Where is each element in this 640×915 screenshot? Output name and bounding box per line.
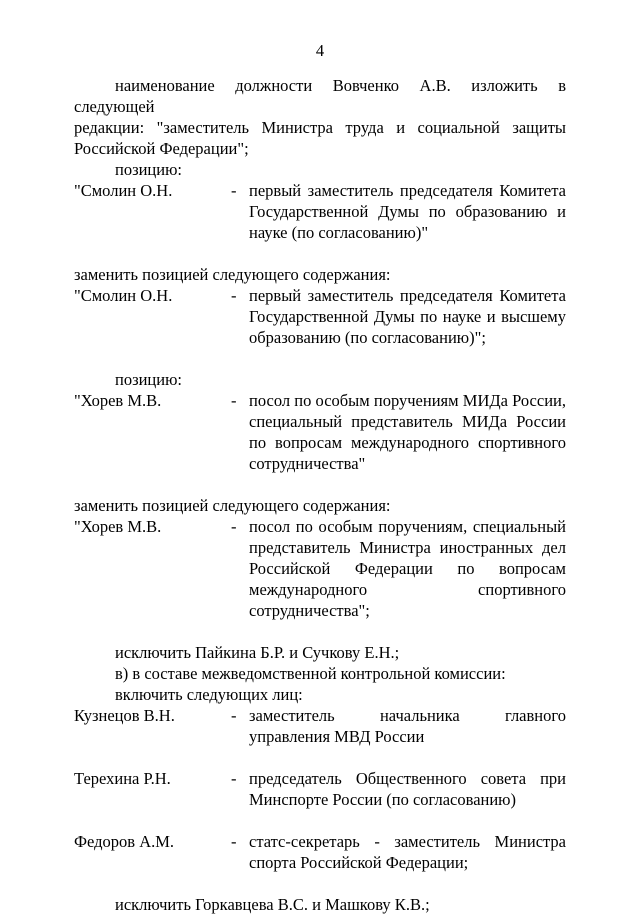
- commission-line: в) в составе межведомственной контрольной комиссии:: [115, 664, 506, 683]
- position-description: первый заместитель председателя Комитета Государственной Думы по науке и высшему образованию (по согласованию)";: [249, 286, 566, 347]
- label-replace: заменить позицией следующего содержания:: [74, 265, 391, 284]
- position-entry: [74, 180, 566, 243]
- exclude-line: исключить Горкавцева В.С. и Машкову К.В.;: [115, 895, 430, 914]
- include-line: включить следующих лиц:: [115, 685, 303, 704]
- person-name: Федоров А.М.: [74, 832, 175, 851]
- label-position: позицию:: [115, 160, 182, 179]
- label-replace: заменить позицией следующего содержания:: [74, 496, 391, 515]
- label-position: позицию:: [115, 370, 182, 389]
- position-description: председатель Общественного совета при Минспорте России (по согласованию): [249, 769, 566, 809]
- paragraph-first-line: наименование должности Вовченко А.В. изложить в следующей: [74, 76, 566, 116]
- person-name: "Смолин О.Н.: [74, 286, 173, 305]
- position-description: посол по особым поручениям, специальный представитель Министра иностранных дел Российской Федерации по вопросам международного спортивного сотрудничества";: [249, 517, 566, 620]
- position-entry: [74, 390, 566, 474]
- position-entry: [74, 831, 566, 873]
- position-entry: [74, 285, 566, 348]
- document-body: [74, 75, 566, 915]
- page-number: 4: [315, 41, 325, 60]
- person-name: "Хорев М.В.: [74, 517, 162, 536]
- person-name: Терехина Р.Н.: [74, 769, 171, 788]
- paragraph-continuation: редакции: "заместитель Министра труда и социальной защиты Российской Федерации";: [74, 118, 566, 158]
- dash-separator: -: [231, 706, 237, 725]
- dash-separator: -: [231, 391, 237, 410]
- position-entry: [74, 516, 566, 621]
- exclude-line: исключить Пайкина Б.Р. и Сучкову Е.Н.;: [115, 643, 400, 662]
- dash-separator: -: [231, 181, 237, 200]
- dash-separator: -: [231, 832, 237, 851]
- position-entry: [74, 705, 566, 747]
- person-name: "Хорев М.В.: [74, 391, 162, 410]
- position-description: заместитель начальника главного управления МВД России: [249, 706, 566, 746]
- dash-separator: -: [231, 769, 237, 788]
- position-description: статс-секретарь - заместитель Министра спорта Российской Федерации;: [249, 832, 566, 872]
- person-name: Кузнецов В.Н.: [74, 706, 175, 725]
- dash-separator: -: [231, 286, 237, 305]
- position-description: посол по особым поручениям МИДа России, специальный представитель МИДа России по вопросам международного спортивного сотрудничества": [249, 391, 566, 473]
- position-description: первый заместитель председателя Комитета Государственной Думы по образованию и науке (по согласованию)": [249, 181, 566, 242]
- position-entry: [74, 768, 566, 810]
- person-name: "Смолин О.Н.: [74, 181, 173, 200]
- dash-separator: -: [231, 517, 237, 536]
